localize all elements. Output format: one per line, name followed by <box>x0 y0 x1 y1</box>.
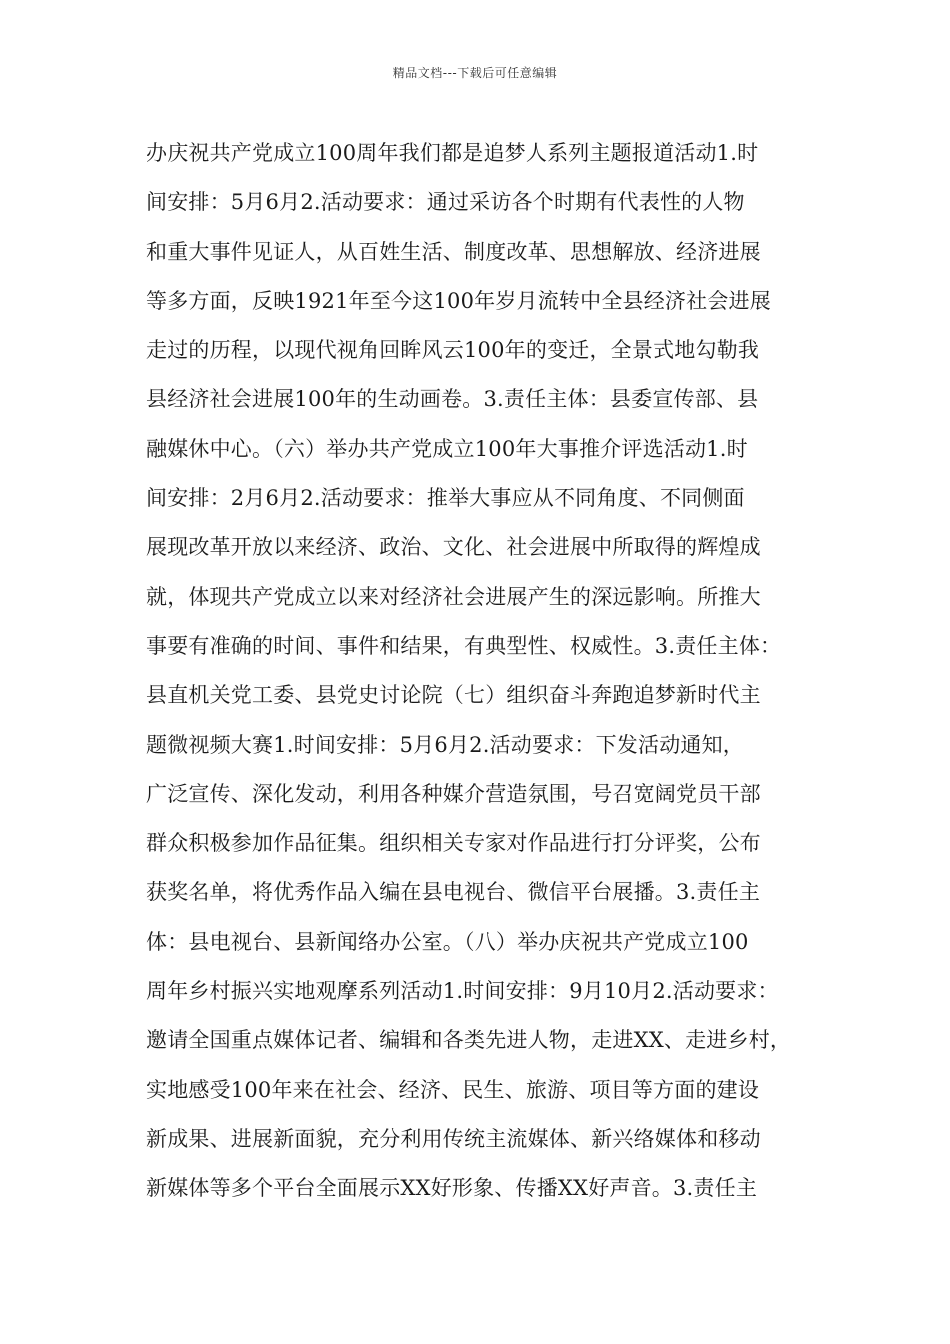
body-line: 广泛宣传、深化发动，利用各种媒介营造氛围，号召宽阔党员干部 <box>146 781 761 806</box>
body-line: 和重大事件见证人，从百姓生活、制度改革、思想解放、经济进展 <box>146 239 761 264</box>
body-line: 办庆祝共产党成立100周年我们都是追梦人系列主题报道活动1.时 <box>146 141 759 165</box>
body-line: 题微视频大赛1.时间安排：5月6月2.活动要求：下发活动通知， <box>146 732 744 757</box>
body-line: 群众积极参加作品征集。组织相关专家对作品进行打分评奖，公布 <box>146 831 761 856</box>
body-line: 邀请全国重点媒体记者、编辑和各类先进人物，走进XX、走进乡村， <box>146 1028 792 1053</box>
body-line: 走过的历程，以现代视角回眸风云100年的变迁，全景式地勾勒我 <box>146 338 760 363</box>
body-line: 间安排：2月6月2.活动要求：推举大事应从不同角度、不同侧面 <box>146 486 745 511</box>
body-line: 展现改革开放以来经济、政治、文化、社会进展中所取得的辉煌成 <box>146 535 761 560</box>
body-line: 新媒体等多个平台全面展示XX好形象、传播XX好声音。3.责任主 <box>146 1176 758 1201</box>
body-line: 等多方面，反映1921年至今这100年岁月流转中全县经济社会进展 <box>146 288 771 313</box>
body-line: 获奖名单，将优秀作品入编在县电视台、微信平台展播。3.责任主 <box>146 880 761 905</box>
body-line: 就，体现共产党成立以来对经济社会进展产生的深远影响。所推大 <box>146 584 761 609</box>
document-body <box>146 132 816 1217</box>
body-line: 体：县电视台、县新闻络办公室。（八）举办庆祝共产党成立100 <box>146 929 749 954</box>
page-header: 精品文档---下载后可任意编辑 <box>392 66 558 80</box>
body-line: 事要有准确的时间、事件和结果，有典型性、权威性。3.责任主体： <box>146 633 782 658</box>
body-line: 融媒休中心。（六）举办共产党成立100年大事推介评选活动1.时 <box>146 436 748 461</box>
body-line: 间安排：5月6月2.活动要求：通过采访各个时期有代表性的人物 <box>146 190 745 215</box>
body-line: 县直机关党工委、县党史讨论院（七）组织奋斗奔跑追梦新时代主 <box>146 683 761 708</box>
body-line: 实地感受100年来在社会、经济、民生、旅游、项目等方面的建设 <box>146 1077 760 1102</box>
body-line: 县经济社会进展100年的生动画卷。3.责任主体：县委宣传部、县 <box>146 387 759 412</box>
body-line: 周年乡村振兴实地观摩系列活动1.时间安排：9月10月2.活动要求： <box>146 979 779 1004</box>
body-line: 新成果、进展新面貌，充分利用传统主流媒体、新兴络媒体和移动 <box>146 1126 761 1151</box>
